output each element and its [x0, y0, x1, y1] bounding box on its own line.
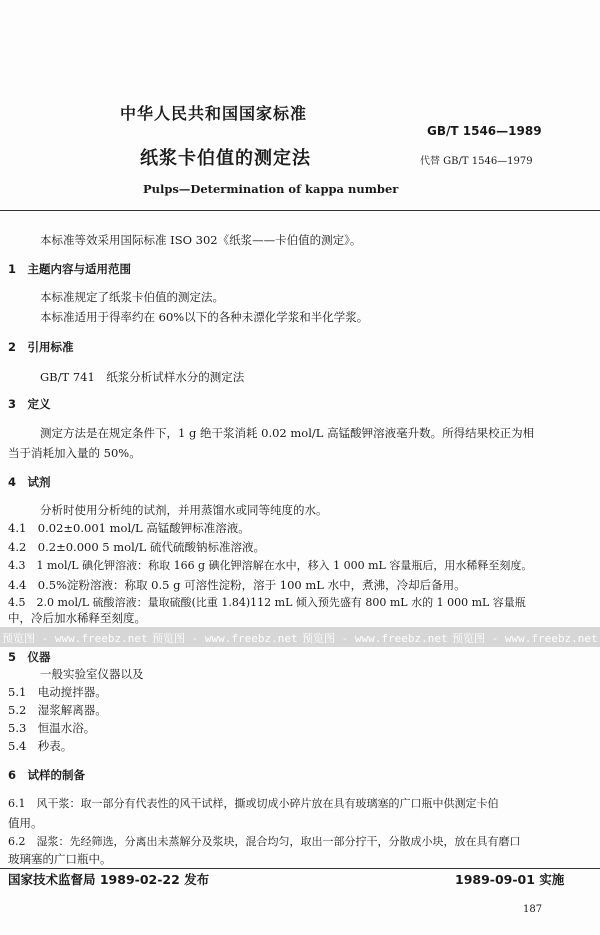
item-5-1: [8, 685, 107, 699]
item-text: 秒表。: [37, 739, 73, 753]
item-text: 主题内容与适用范围: [27, 262, 132, 276]
text-line: 玻璃塞的广口瓶中。: [8, 852, 112, 866]
section-2-heading: [8, 340, 74, 354]
watermark-text: 预览图 - www.freebz.net: [152, 632, 298, 645]
watermark-text: 预览图 - www.freebz.net: [2, 632, 148, 645]
item-number: 5.1: [8, 685, 27, 699]
item-number: 4.2: [8, 540, 27, 554]
watermark-text: 预览图 - www.freebz.net: [302, 632, 448, 645]
item-number: 5.3: [8, 721, 27, 735]
text-line: 中，冷后加水稀释至刻度。: [8, 611, 146, 625]
item-4-5: [8, 596, 526, 610]
text-line: 当于消耗加入量的 50%。: [8, 446, 141, 460]
text-line: 值用。: [8, 816, 43, 830]
item-5-3: [8, 721, 95, 735]
item-text: 仪器: [27, 650, 51, 664]
item-5-4: [8, 739, 72, 753]
item-4-1: [8, 521, 250, 535]
item-number: 4.5: [8, 596, 26, 609]
header-rule: [0, 210, 600, 211]
text-line: 本标准规定了纸浆卡伯值的测定法。: [40, 290, 224, 304]
text-line: 一般实验室仪器以及: [40, 667, 144, 681]
item-4-2: [8, 540, 265, 554]
section-5-heading: [8, 650, 51, 664]
watermark-band: [0, 627, 600, 647]
item-6-1: [8, 797, 499, 811]
item-text: 湿浆解离器。: [37, 703, 107, 717]
replaces-note: 代替 GB/T 1546—1979: [420, 156, 533, 167]
item-number: 3: [8, 397, 17, 411]
footer-rule: [0, 868, 600, 869]
intro-text: 本标准等效采用国际标准 ISO 302《纸浆——卡伯值的测定》。: [40, 233, 362, 247]
effective-date: 1989-09-01 实施: [455, 872, 565, 887]
item-5-2: [8, 703, 107, 717]
item-number: 4: [8, 475, 17, 489]
item-number: 2: [8, 340, 17, 354]
item-text: 0.2±0.000 5 mol/L 硫代硫酸钠标准溶液。: [37, 540, 265, 554]
item-text: 风干浆：取一部分有代表性的风干试样，撕或切成小碎片放在具有玻璃塞的广口瓶中供测定卡伯: [36, 797, 499, 810]
text-line: 分析时使用分析纯的试剂，并用蒸馏水或同等纯度的水。: [40, 503, 328, 517]
title-en: Pulps—Determination of kappa number: [143, 182, 399, 196]
text-line: GB/T 741 纸浆分析试样水分的测定法: [40, 370, 245, 384]
country-standard-heading: 中华人民共和国国家标准: [120, 104, 308, 123]
item-number: 4.1: [8, 521, 27, 535]
item-text: 2.0 mol/L 硫酸溶液：量取硫酸(比重 1.84)112 mL 倾入预先盛有 800 mL 水的 1 000 mL 容量瓶: [36, 596, 526, 609]
item-text: 湿浆：先经筛选，分离出未蒸解分及浆块，混合均匀，取出一部分拧干，分散成小块，放在具有磨口: [36, 835, 521, 848]
page-number: 187: [523, 904, 543, 915]
section-6-heading: [8, 768, 85, 782]
title-cn: 纸浆卡伯值的测定法: [140, 148, 311, 169]
text-line: 本标准适用于得率约在 60%以下的各种未漂化学浆和半化学浆。: [40, 310, 369, 324]
item-4-4: [8, 578, 466, 592]
text-line: 测定方法是在规定条件下，1 g 绝干浆消耗 0.02 mol/L 高锰酸钾溶液毫升数。所得结果校正为相: [40, 426, 535, 440]
issued-date: 国家技术监督局 1989-02-22 发布: [8, 872, 210, 887]
item-number: 5.2: [8, 703, 27, 717]
item-text: 定义: [27, 397, 51, 411]
item-number: 6: [8, 768, 17, 782]
item-4-3: [8, 559, 532, 573]
item-text: 1 mol/L 碘化钾溶液：称取 166 g 碘化钾溶解在水中，移入 1 000 mL 容量瓶后，用水稀释至刻度。: [36, 559, 533, 572]
watermark-text: 预览图 - www.freebz.net: [452, 632, 598, 645]
item-text: 试样的制备: [27, 768, 86, 782]
item-text: 恒温水浴。: [37, 721, 96, 735]
item-number: 5.4: [8, 739, 27, 753]
item-number: 6.2: [8, 835, 26, 848]
item-number: 4.3: [8, 559, 26, 572]
item-text: 电动搅拌器。: [37, 685, 107, 699]
item-6-2: [8, 835, 521, 849]
item-text: 试剂: [27, 475, 51, 489]
section-1-heading: [8, 262, 131, 276]
standard-code: GB/T 1546—1989: [427, 124, 542, 138]
item-number: 1: [8, 262, 17, 276]
section-4-heading: [8, 475, 51, 489]
item-text: 引用标准: [27, 340, 74, 354]
item-number: 6.1: [8, 797, 26, 810]
item-number: 5: [8, 650, 17, 664]
item-text: 0.02±0.001 mol/L 高锰酸钾标准溶液。: [37, 521, 250, 535]
item-text: 0.5%淀粉溶液：称取 0.5 g 可溶性淀粉，溶于 100 mL 水中，煮沸，冷却后备用。: [37, 578, 466, 592]
item-number: 4.4: [8, 578, 27, 592]
section-3-heading: [8, 397, 51, 411]
